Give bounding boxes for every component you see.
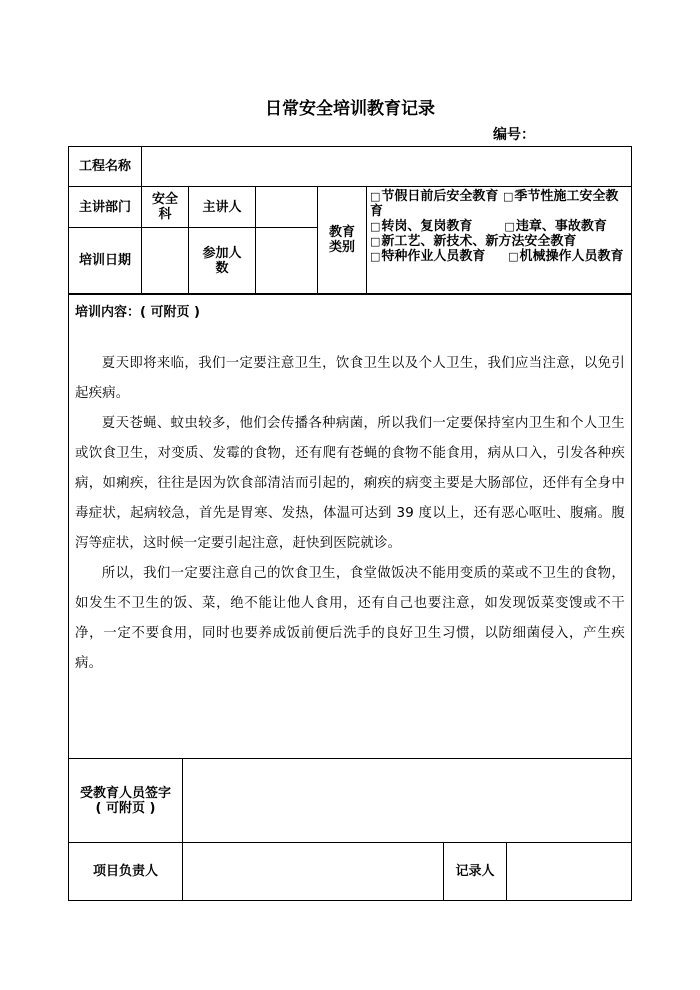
checkbox-icon[interactable]: □ [370,220,381,233]
attendees-label-cell [188,227,256,294]
checkbox-icon[interactable]: □ [370,250,381,263]
checkbox-icon[interactable]: □ [508,250,519,263]
training-date-label-cell [68,227,142,294]
checkbox-icon[interactable]: □ [502,190,514,203]
content-paragraph: 夏天苍蝇、蚊虫较多，他们会传播各种病菌，所以我们一定要保持室内卫生和个人卫生或饮食卫生，对变质、发霉的食物，还有爬有苍蝇的食物不能食用，病从口入，引发各种疾病，如痢疾，往往是因为饮食部清洁而引起的，痢疾的病变主要是大肠部位，还伴有全身中毒症状，起病较急，首先是胃寒、发热，体温可达到 39 度以上，还有恶心呕吐、腹痛。腹泻等症状，这时候一定要引起注意，赶快到医院就诊。 [75,416,625,551]
content-paragraph: 所以，我们一定要注意自己的饮食卫生，食堂做饭决不能用变质的菜或不卫生的食物，如发生不卫生的饭、菜，绝不能让他人食用，还有自己也要注意，如发现饭菜变馊或不干净，一定不要食用，同时也要养成饭前便后洗手的良好卫生习惯，以防细菌侵入，产生疾病。 [75,566,625,671]
checkbox-icon[interactable]: □ [370,190,381,203]
training-content-cell [68,294,632,759]
manager-label-cell [68,842,183,901]
category-option[interactable]: □转岗、复岗教育 [370,219,473,234]
dept-value-cell [141,186,189,228]
category-options [366,186,632,294]
category-option[interactable]: □节假日前后安全教育 □季节性施工安全教育 [370,189,619,219]
recorder-value-cell[interactable] [506,842,632,901]
dept-label-cell [68,186,142,228]
attendees-label: 参加人数 [202,245,242,276]
checkbox-icon[interactable]: □ [370,235,381,248]
serial-number-label: 编号： [493,127,535,143]
lecturer-label-cell [188,186,256,228]
dept-label: 主讲部门 [78,199,131,215]
training-date-label: 培训日期 [78,253,131,268]
page-title: 日常安全培训教育记录 [265,99,435,119]
category-option[interactable]: □特种作业人员教育 □机械操作人员教育 [370,249,624,264]
dept-value: 安全科 [151,192,178,222]
category-option[interactable]: □违章、事故教育 [504,219,607,234]
project-name-value-cell[interactable] [141,146,632,187]
training-date-value-cell[interactable] [141,227,189,294]
recorder-label: 记录人 [455,864,495,879]
category-option[interactable]: □新工艺、新技术、新方法安全教育 [370,234,577,249]
recorder-label-cell [443,842,507,901]
training-content-heading: 培训内容：( 可附页 ) [75,305,200,320]
signature-label-cell [68,758,183,843]
project-name-label-cell [68,146,142,187]
lecturer-label: 主讲人 [202,199,242,215]
signature-value-cell[interactable] [182,758,632,843]
attendees-value-cell[interactable] [255,227,318,294]
category-label: 教育类别 [328,225,355,255]
lecturer-value-cell[interactable] [255,186,318,228]
category-label-cell [317,186,367,294]
signature-label: 受教育人员签字 [79,785,171,801]
project-name-label: 工程名称 [78,159,131,174]
manager-label: 项目负责人 [92,864,158,879]
checkbox-icon[interactable]: □ [504,220,515,233]
content-paragraph: 夏天即将来临，我们一定要注意卫生，饮食卫生以及个人卫生，我们应当注意，以免引起疾病。 [75,356,625,401]
manager-value-cell[interactable] [182,842,444,901]
signature-note: ( 可附页 ) [95,800,156,816]
